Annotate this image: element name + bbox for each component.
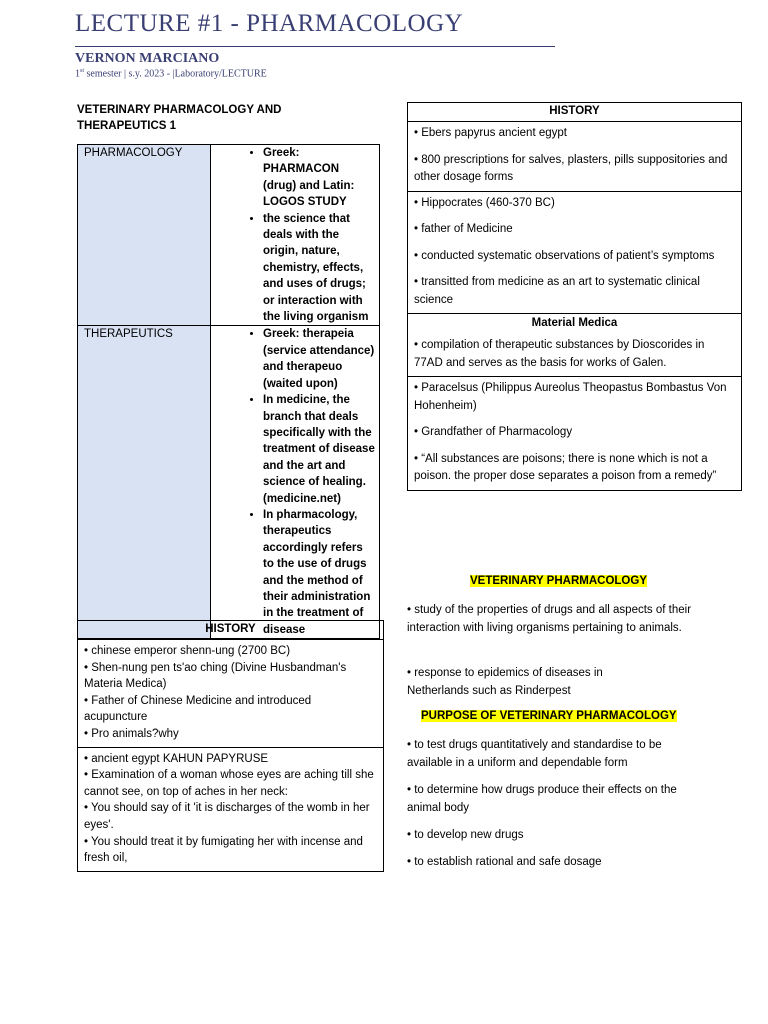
list-item: • You should treat it by fumigating her with incense and fresh oil, bbox=[84, 835, 363, 865]
vet-pharm-item: • study of the properties of drugs and all aspects of their interaction with living organisms pertaining to animals. bbox=[407, 604, 692, 634]
list-item: • Ebers papyrus ancient egypt bbox=[414, 127, 567, 139]
list-item: • In pharmacology, therapeutics accordingly refers to the use of drugs and the method of their administration in the treatment of disease bbox=[263, 507, 375, 638]
list-item: • chinese emperor shenn-ung (2700 BC) bbox=[84, 645, 291, 657]
list-item: • Father of Chinese Medicine and introduced acupuncture bbox=[84, 694, 312, 724]
definition-cell bbox=[211, 145, 380, 326]
left-history-section-china bbox=[78, 640, 383, 748]
definition-list bbox=[211, 145, 375, 325]
left-history-header: HISTORY bbox=[78, 621, 383, 640]
list-item: • You should say of it 'it is discharges of the womb in her eyes'. bbox=[84, 802, 370, 831]
list-item: • Greek: PHARMACON (drug) and Latin: LOGOS STUDY bbox=[263, 145, 375, 211]
definition-list bbox=[211, 326, 375, 638]
semester-ordinal-suffix: st bbox=[80, 68, 85, 74]
list-item: • In medicine, the branch that deals specifically with the treatment of disease and the art and science of healing. (medicine.net) bbox=[263, 392, 375, 507]
list-item: • Shen-nung pen ts'ao ching (Divine Husbandman's Materia Medica) bbox=[84, 661, 347, 691]
purpose-item: • to determine how drugs produce their effects on the animal body bbox=[407, 784, 677, 814]
purpose-item: • to develop new drugs bbox=[407, 829, 524, 841]
list-item: • 800 prescriptions for salves, plasters, pills suppositories and other dosage forms bbox=[414, 153, 728, 183]
left-history-section-egypt bbox=[78, 748, 383, 871]
list-item: • Grandfather of Pharmacology bbox=[414, 426, 573, 438]
list-item: • Greek: therapeia (service attendance) and therapeuo (waited upon) bbox=[263, 326, 375, 392]
list-item: • Hippocrates (460-370 BC) bbox=[414, 196, 555, 209]
left-history-box bbox=[77, 620, 384, 872]
purpose-item: • to establish rational and safe dosage bbox=[407, 856, 602, 868]
list-item: • Examination of a woman whose eyes are aching till she cannot see, on top of aches in her neck: bbox=[84, 769, 374, 798]
list-item: • Pro animals?why bbox=[84, 727, 179, 740]
semester-details: semester | s.y. 2023 - |Laboratory/LECTURE bbox=[84, 68, 267, 80]
history-section-hippocrates bbox=[408, 192, 741, 315]
purpose-item: • to test drugs quantitatively and standardise to be available in a uniform and dependable form bbox=[407, 739, 662, 769]
list-item: • transitted from medicine as an art to systematic clinical science bbox=[414, 276, 700, 306]
title-divider bbox=[75, 46, 555, 47]
list-item: • compilation of therapeutic substances by Dioscorides in 77AD and serves as the basis for works of Galen. bbox=[414, 339, 705, 369]
semester-ordinal: 1 bbox=[75, 68, 80, 80]
purpose-heading: PURPOSE OF VETERINARY PHARMACOLOGY bbox=[421, 710, 677, 722]
list-item: • “All substances are poisons; there is none which is not a poison. the proper dose separates a poison from a remedy” bbox=[414, 452, 717, 482]
page-title: LECTURE #1 - PHARMACOLOGY bbox=[75, 10, 464, 37]
right-history-box bbox=[407, 102, 742, 491]
history-section-materia-medica bbox=[408, 314, 741, 377]
vet-pharm-item: • response to epidemics of diseases in Netherlands such as Rinderpest bbox=[407, 667, 603, 697]
list-item: • Paracelsus (Philippus Aureolus Theopastus Bombastus Von Hohenheim) bbox=[414, 382, 727, 412]
list-item: • conducted systematic observations of patient’s symptoms bbox=[414, 249, 715, 262]
author-name: VERNON MARCIANO bbox=[75, 51, 220, 66]
definition-cell bbox=[211, 326, 380, 639]
semester-info bbox=[75, 68, 267, 79]
list-item: • the science that deals with the origin, nature, chemistry, effects, and uses of drugs; or interaction with the living organism bbox=[263, 211, 375, 326]
course-title: VETERINARY PHARMACOLOGY AND THERAPEUTICS 1 bbox=[77, 104, 282, 132]
history-section-paracelsus bbox=[408, 377, 741, 490]
terms-table bbox=[77, 144, 380, 639]
right-history-header: HISTORY bbox=[408, 103, 741, 122]
list-item: • father of Medicine bbox=[414, 223, 513, 235]
materia-medica-header: Material Medica bbox=[531, 317, 618, 329]
table-row bbox=[78, 145, 380, 326]
history-section-ebers bbox=[408, 122, 741, 192]
term-cell: PHARMACOLOGY bbox=[78, 145, 211, 326]
vet-pharm-heading: VETERINARY PHARMACOLOGY bbox=[470, 575, 647, 587]
term-cell: THERAPEUTICS bbox=[78, 326, 211, 639]
list-item: • ancient egypt KAHUN PAPYRUSE bbox=[84, 752, 269, 765]
table-row bbox=[78, 326, 380, 639]
